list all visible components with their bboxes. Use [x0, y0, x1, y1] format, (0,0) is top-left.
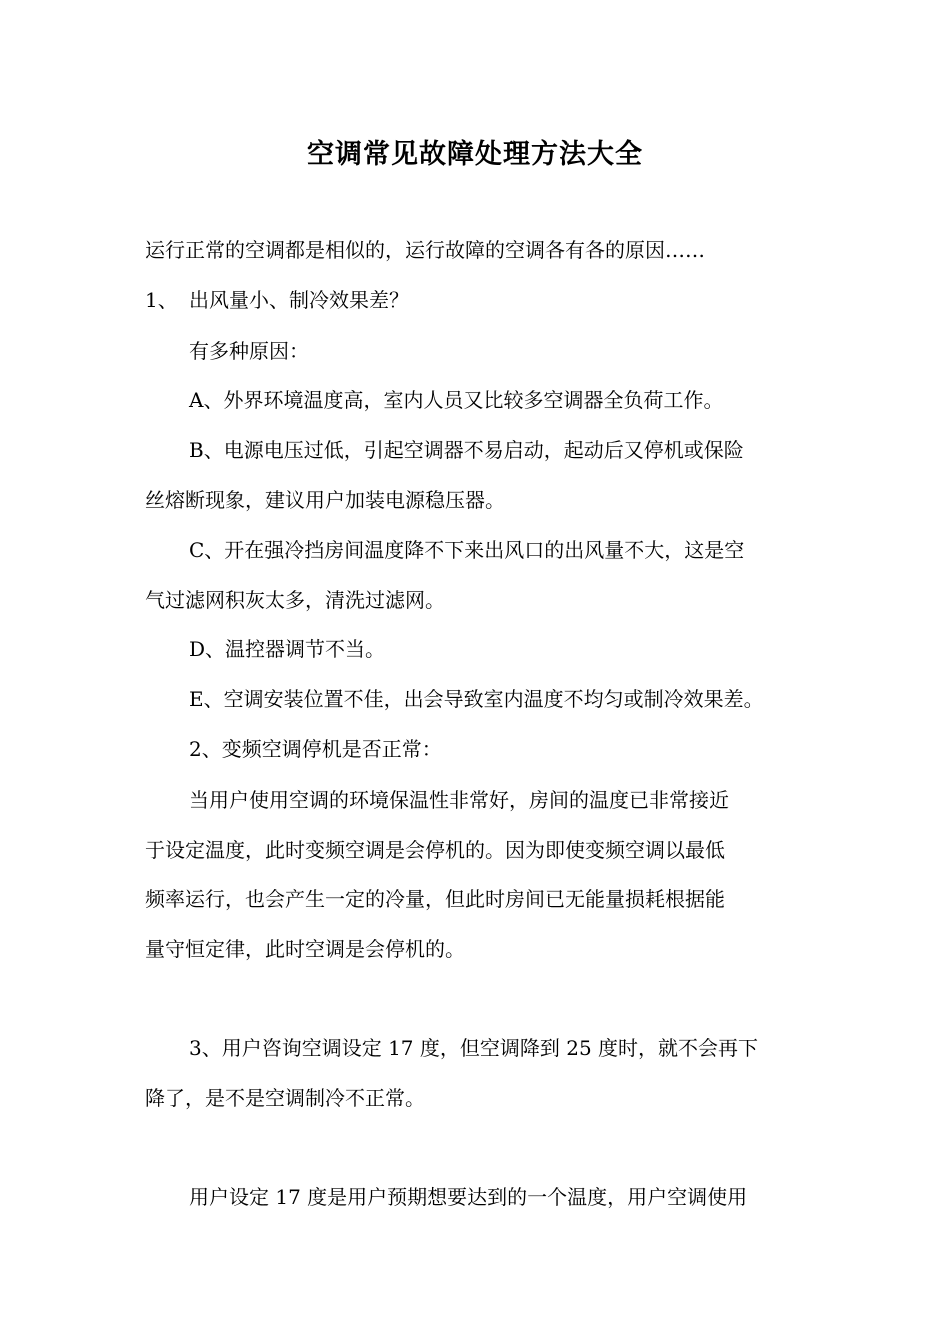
- list-number: 1、: [145, 288, 178, 312]
- item2-paragraph-line-2: 于设定温度，此时变频空调是会停机的。因为即使变频空调以最低: [145, 838, 725, 862]
- reason-c-line-2: 气过滤网积灰太多，清洗过滤网。: [145, 588, 445, 612]
- reason-d: D、温控器调节不当。: [189, 637, 386, 661]
- list-item-text: 出风量小、制冷效果差？: [189, 288, 409, 312]
- list-item-1: [145, 288, 409, 312]
- list-item-3-line-2: 降了，是不是空调制冷不正常。: [145, 1086, 425, 1110]
- reason-b-line-2: 丝熔断现象，建议用户加装电源稳压器。: [145, 488, 505, 512]
- reason-a: A、外界环境温度高，室内人员又比较多空调器全负荷工作。: [189, 388, 724, 412]
- list-item-2: 2、变频空调停机是否正常：: [189, 737, 442, 761]
- item2-paragraph-line-1: 当用户使用空调的环境保温性非常好，房间的温度已非常接近: [189, 788, 729, 812]
- item3-paragraph-line-1: 用户设定 17 度是用户预期想要达到的一个温度，用户空调使用: [189, 1185, 748, 1209]
- document-title: 空调常见故障处理方法大全: [307, 139, 643, 170]
- reasons-label: 有多种原因：: [189, 339, 309, 363]
- reason-b-line-1: B、电源电压过低，引起空调器不易启动，起动后又停机或保险: [189, 438, 744, 462]
- reason-c-line-1: C、开在强冷挡房间温度降不下来出风口的出风量不大，这是空: [189, 538, 745, 562]
- intro-paragraph: 运行正常的空调都是相似的，运行故障的空调各有各的原因……: [145, 238, 705, 262]
- list-item-3-line-1: 3、用户咨询空调设定 17 度，但空调降到 25 度时，就不会再下: [189, 1036, 759, 1060]
- item2-paragraph-line-3: 频率运行，也会产生一定的冷量，但此时房间已无能量损耗根据能: [145, 887, 725, 911]
- item2-paragraph-line-4: 量守恒定律，此时空调是会停机的。: [145, 937, 465, 961]
- reason-e: E、空调安装位置不佳，出会导致室内温度不均匀或制冷效果差。: [189, 687, 764, 711]
